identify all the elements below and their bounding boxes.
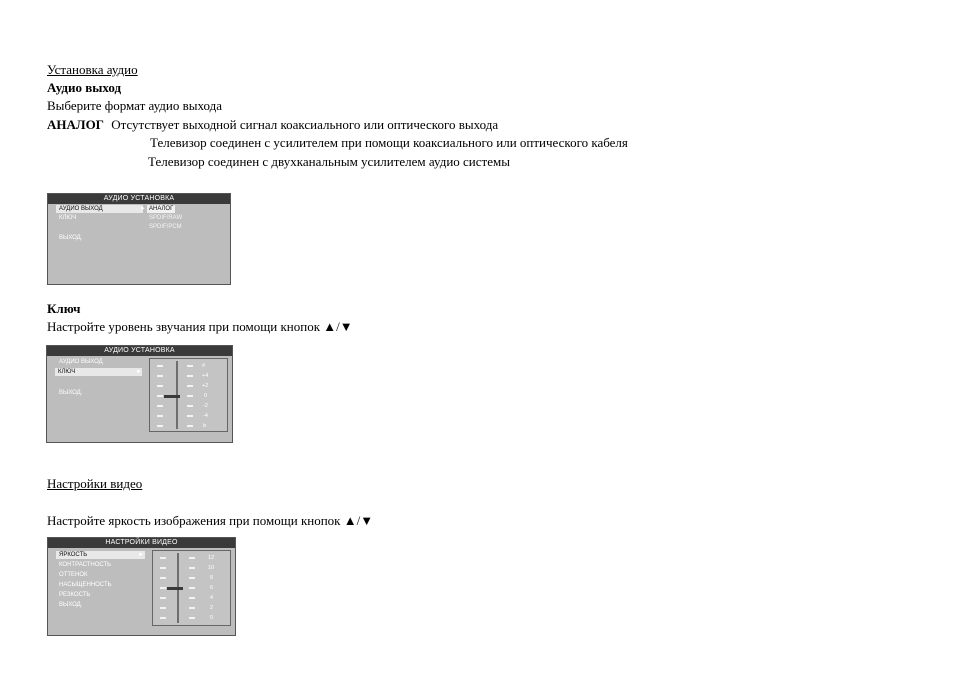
menu-item-brightness[interactable]: ЯРКОСТЬ <box>56 551 145 559</box>
brightness-slider[interactable] <box>152 550 231 626</box>
level-label: 4 <box>210 595 214 601</box>
level-label: +4 <box>202 373 209 379</box>
slider-tick <box>160 607 166 609</box>
chevron-right-icon: ► <box>138 552 144 558</box>
slider-tick <box>189 567 195 569</box>
video-settings-menu <box>47 537 236 636</box>
chevron-right-icon: ► <box>136 369 142 375</box>
slider-tick <box>187 415 193 417</box>
level-label: 2 <box>210 605 214 611</box>
key-section-description: Настройте уровень звучания при помощи кнопок ▲/▼ <box>47 319 353 334</box>
slider-tick <box>189 587 195 589</box>
slider-tick <box>157 405 163 407</box>
slider-tick <box>187 395 193 397</box>
level-label: 0 <box>210 615 214 621</box>
level-label: # <box>202 363 206 369</box>
menu-title: АУДИО УСТАНОВКА <box>48 194 230 204</box>
slider-tick <box>160 587 166 589</box>
menu-item-exit[interactable]: ВЫХОД. <box>59 390 83 396</box>
spdif-pcm-description: Телевизор соединен с двухканальным усилителем аудио системы <box>148 154 510 169</box>
slider-tick <box>187 425 193 427</box>
audio-setup-menu-key <box>46 345 233 443</box>
menu-item-hue[interactable]: ОТТЕНОК <box>59 572 88 578</box>
level-label: -2 <box>203 403 208 409</box>
video-section-heading: Настройки видео <box>47 476 143 491</box>
level-label: 12 <box>208 555 215 561</box>
level-label: 10 <box>208 565 215 571</box>
slider-tick <box>187 405 193 407</box>
slider-tick <box>189 617 195 619</box>
option-analog[interactable]: АНАЛОГ <box>149 206 174 212</box>
chevron-right-icon: ► <box>140 206 146 212</box>
audio-setup-menu-output <box>47 193 231 285</box>
menu-item-saturation[interactable]: НАСЫЩЕННОСТЬ <box>59 582 112 588</box>
slider-tick <box>157 425 163 427</box>
slider-tick <box>187 385 193 387</box>
slider-tick <box>157 365 163 367</box>
menu-item-audio-output[interactable]: АУДИО ВЫХОД <box>56 205 143 213</box>
level-label: b <box>203 423 207 429</box>
slider-tick <box>160 617 166 619</box>
slider-tick <box>187 365 193 367</box>
option-spdif-pcm[interactable]: SPDIF/PCM <box>149 224 182 230</box>
slider-tick <box>189 557 195 559</box>
menu-item-exit[interactable]: ВЫХОД. <box>59 235 83 241</box>
spdif-raw-description: Телевизор соединен с усилителем при помощи коаксиального или оптического кабеля <box>150 135 628 150</box>
level-label: 6 <box>210 585 214 591</box>
level-label: +2 <box>202 383 209 389</box>
level-label: 0 <box>204 393 208 399</box>
level-label: -4 <box>203 413 208 419</box>
slider-tick <box>187 375 193 377</box>
slider-tick <box>160 597 166 599</box>
menu-item-audio-output[interactable]: АУДИО ВЫХОД <box>59 359 103 365</box>
slider-knob[interactable] <box>164 395 180 398</box>
slider-tick <box>160 557 166 559</box>
key-level-slider[interactable] <box>149 358 228 432</box>
analog-description: Отсутствует выходной сигнал коаксиального или оптического выхода <box>111 117 499 132</box>
video-section-description: Настройте яркость изображения при помощи кнопок ▲/▼ <box>47 513 374 528</box>
slider-tick <box>160 567 166 569</box>
slider-tick <box>157 415 163 417</box>
slider-tick <box>160 577 166 579</box>
level-label: 8 <box>210 575 214 581</box>
menu-item-exit[interactable]: ВЫХОД. <box>59 602 83 608</box>
analog-label: АНАЛОГ <box>47 117 104 132</box>
slider-tick <box>157 385 163 387</box>
slider-tick <box>189 607 195 609</box>
menu-title: НАСТРОЙКИ ВИДЕО <box>48 538 235 548</box>
analog-line <box>47 117 498 133</box>
audio-section-heading: Установка аудио <box>47 62 138 77</box>
slider-tick <box>189 597 195 599</box>
menu-item-key[interactable]: КЛЮЧ <box>59 215 77 221</box>
menu-item-contrast[interactable]: КОНТРАСТНОСТЬ <box>59 562 112 568</box>
audio-output-description: Выберите формат аудио выхода <box>47 98 223 113</box>
option-spdif-raw[interactable]: SPDIF/RAW <box>149 215 183 221</box>
slider-tick <box>157 375 163 377</box>
audio-output-title: Аудио выход <box>47 80 122 95</box>
slider-tick <box>189 577 195 579</box>
menu-title: АУДИО УСТАНОВКА <box>47 346 232 356</box>
menu-item-sharpness[interactable]: РЕЗКОСТЬ <box>59 592 91 598</box>
slider-knob[interactable] <box>167 587 183 590</box>
menu-item-key[interactable]: КЛЮЧ <box>55 368 142 376</box>
key-section-title: Ключ <box>47 301 81 316</box>
slider-tick <box>157 395 163 397</box>
